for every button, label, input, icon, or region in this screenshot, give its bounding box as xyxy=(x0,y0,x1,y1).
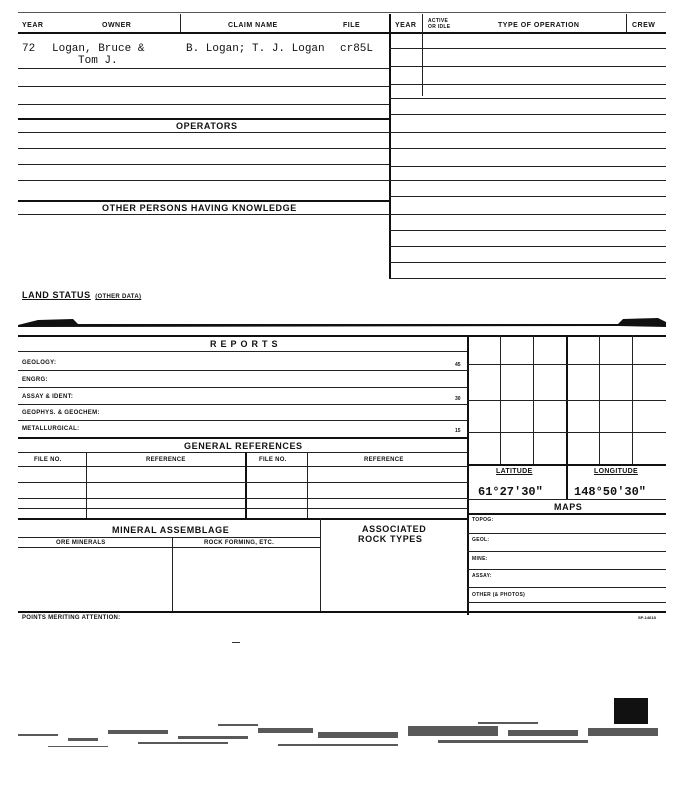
other-persons-heading: OTHER PERSONS HAVING KNOWLEDGE xyxy=(102,203,297,213)
longitude-value: 148°50'30" xyxy=(574,485,647,499)
land-status-heading xyxy=(22,285,141,303)
report-assay: ASSAY & IDENT: xyxy=(22,394,74,400)
associated-rock-types-1: ASSOCIATED xyxy=(362,524,427,534)
header-crew: CREW xyxy=(632,22,656,29)
form-number: SP-14618 xyxy=(638,615,656,620)
map-topog: TOPOG: xyxy=(472,517,494,523)
entry-owner-line1: Logan, Bruce & xyxy=(52,43,145,55)
entry-file: cr85L xyxy=(340,43,374,55)
report-engrg: ENGRG: xyxy=(22,377,48,383)
scan-noise-strip xyxy=(18,716,666,756)
header-year-2: YEAR xyxy=(395,22,417,29)
report-assay-code: 30 xyxy=(455,396,461,402)
ref-reference-heading: REFERENCE xyxy=(146,457,186,463)
entry-year: 72 xyxy=(22,43,36,55)
land-status-label: LAND STATUS xyxy=(22,290,91,300)
header-or-idle: OR IDLE xyxy=(428,24,451,30)
header-claim-name: CLAIM NAME xyxy=(228,22,278,29)
header-type-of-operation: TYPE OF OPERATION xyxy=(498,22,580,29)
operators-heading: OPERATORS xyxy=(176,121,238,131)
report-metallurgical: METALLURGICAL: xyxy=(22,426,80,432)
mineral-assemblage-heading: MINERAL ASSEMBLAGE xyxy=(112,525,230,535)
entry-claim-name: B. Logan; T. J. Logan xyxy=(186,43,325,55)
longitude-label: LONGITUDE xyxy=(594,468,638,475)
ref-file-no-2-heading: FILE NO. xyxy=(259,457,287,463)
header-owner: OWNER xyxy=(102,22,132,29)
latitude-label: LATITUDE xyxy=(496,468,533,475)
header-active: ACTIVE xyxy=(428,18,449,24)
maps-heading: MAPS xyxy=(554,502,583,512)
associated-rock-types-2: ROCK TYPES xyxy=(358,534,423,544)
report-geophys: GEOPHYS. & GEOCHEM: xyxy=(22,410,100,416)
report-metallurgical-code: 15 xyxy=(455,428,461,434)
points-meriting-attention: POINTS MERITING ATTENTION: xyxy=(22,615,121,621)
ore-minerals-heading: ORE MINERALS xyxy=(56,540,106,546)
map-mine: MINE: xyxy=(472,556,488,562)
map-other: OTHER (& PHOTOS) xyxy=(472,592,526,598)
report-geology: GEOLOGY: xyxy=(22,360,57,366)
latitude-value: 61°27'30" xyxy=(478,485,543,499)
land-status-note: (OTHER DATA) xyxy=(95,294,142,300)
entry-owner-line2: Tom J. xyxy=(78,55,118,67)
ref-reference-2-heading: REFERENCE xyxy=(364,457,404,463)
report-geology-code: 45 xyxy=(455,362,461,368)
header-year: YEAR xyxy=(22,22,44,29)
map-geol: GEOL: xyxy=(472,537,490,543)
scan-dark-blot xyxy=(614,698,648,724)
ref-file-no-heading: FILE NO. xyxy=(34,457,62,463)
reports-heading: REPORTS xyxy=(210,339,282,349)
map-assay: ASSAY: xyxy=(472,573,492,579)
general-references-heading: GENERAL REFERENCES xyxy=(184,441,303,451)
separator-band xyxy=(18,316,668,330)
header-file: FILE xyxy=(343,22,361,29)
rock-forming-heading: ROCK FORMING, ETC. xyxy=(204,540,275,546)
